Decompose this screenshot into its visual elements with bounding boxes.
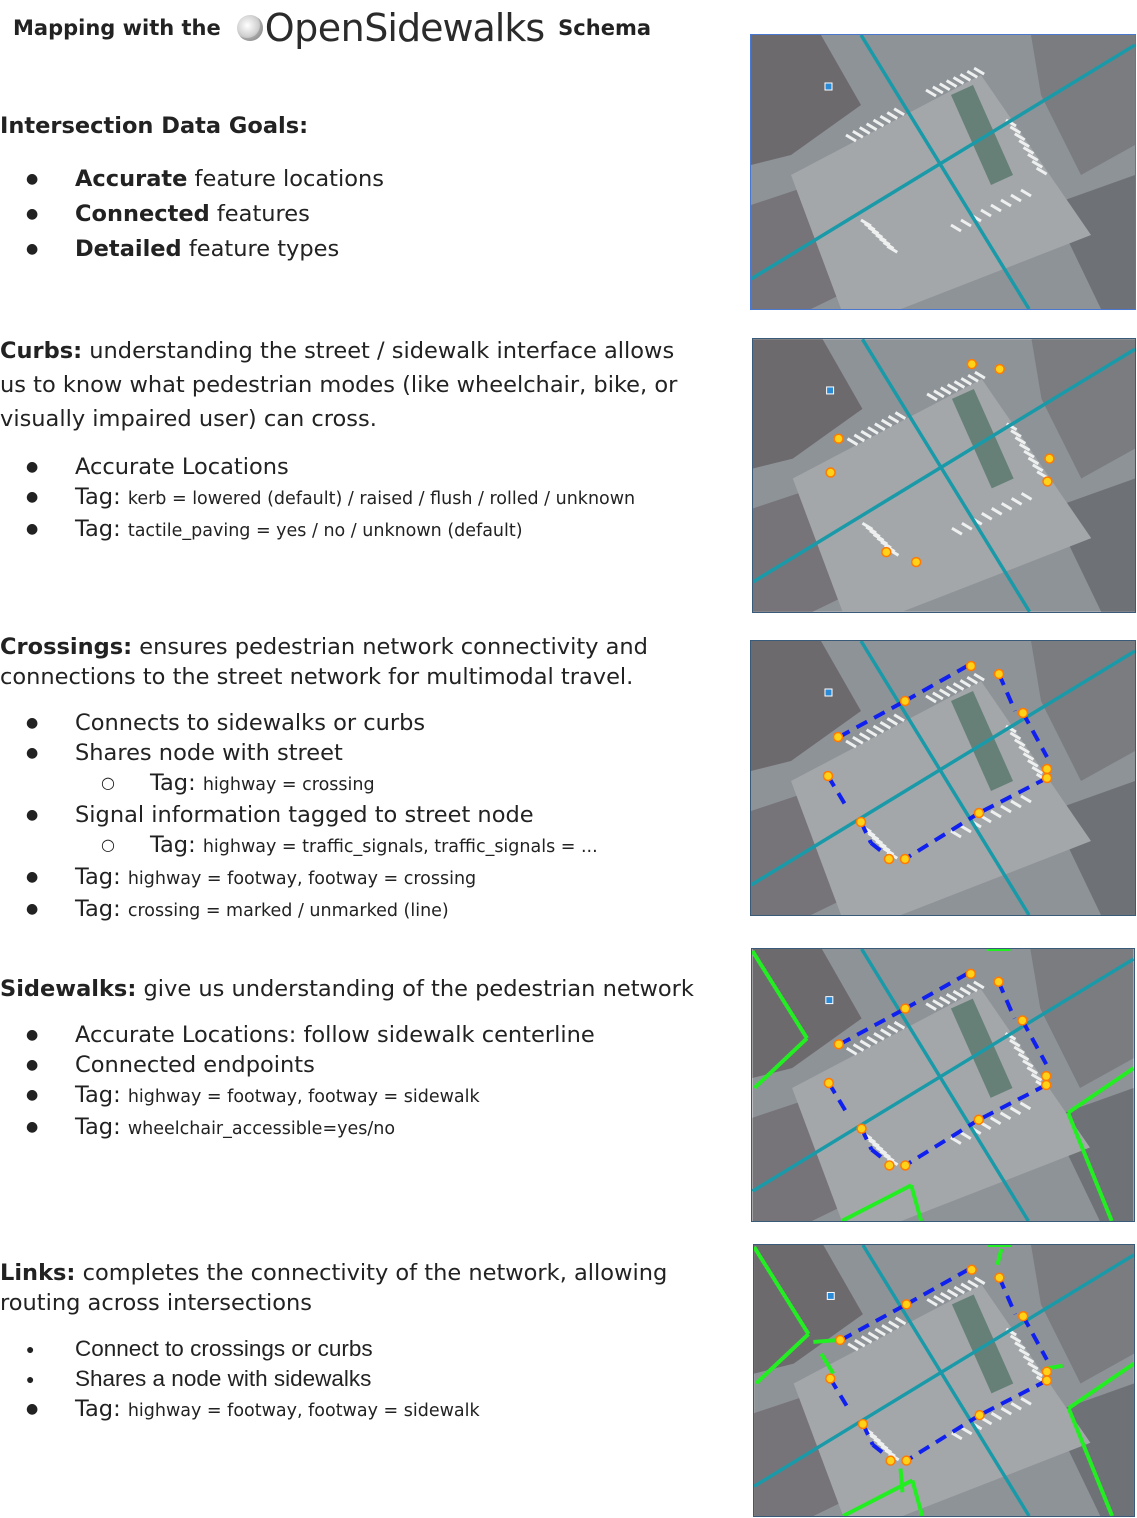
sidewalks-list xyxy=(0,1020,720,1144)
curb-node xyxy=(834,733,843,742)
curb-node xyxy=(901,1004,910,1013)
curb-node xyxy=(901,1161,910,1170)
curb-node xyxy=(1042,1072,1051,1081)
list-item: ● Shares node with street xyxy=(0,738,710,768)
crossings-list xyxy=(0,708,710,926)
curb-node xyxy=(1043,477,1052,486)
curbs-paragraph: Curbs: understanding the street / sidewalk interface allows us to know what pedestrian modes (like wheelchair, bike, or visually impaired user) can cross. xyxy=(0,338,678,432)
list-item: ● Connect to crossings or curbs xyxy=(0,1334,700,1364)
curb-node xyxy=(826,1374,835,1383)
curb-node xyxy=(834,434,843,443)
list-item: ● Tag: wheelchair_accessible=yes/no xyxy=(0,1112,720,1144)
list-item: ● Tag: highway = footway, footway = crossing xyxy=(0,862,710,894)
curb-node xyxy=(995,365,1004,374)
curb-node xyxy=(857,818,866,827)
curb-node xyxy=(834,1040,843,1049)
street-sign-marker xyxy=(827,1292,834,1299)
section-curbs xyxy=(0,334,705,546)
aerial-image-curbs xyxy=(752,338,1136,613)
list-item: ● Accurate feature locations xyxy=(0,162,720,197)
curb-node xyxy=(967,662,976,671)
curb-node xyxy=(857,1124,866,1133)
header-suffix: Schema xyxy=(558,16,651,40)
curb-node xyxy=(885,1161,894,1170)
list-item: ● Tag: highway = footway, footway = sidewalk xyxy=(0,1080,720,1112)
curb-node xyxy=(826,468,835,477)
page-header xyxy=(13,6,651,50)
section-sidewalks xyxy=(0,974,720,1144)
logo-open-text: Open xyxy=(264,6,365,50)
aerial-image-crossings xyxy=(750,640,1136,916)
logo-sidewalks-text: Sidewalks xyxy=(364,6,545,50)
link-line xyxy=(900,1469,902,1493)
curb-node xyxy=(1042,1376,1051,1385)
crossings-paragraph: Crossings: ensures pedestrian network connectivity and connections to the street network for multimodal travel. xyxy=(0,634,648,690)
curb-node xyxy=(975,809,984,818)
curb-node xyxy=(994,977,1003,986)
header-prefix: Mapping with the xyxy=(13,16,221,40)
links-list xyxy=(0,1334,700,1426)
curb-node xyxy=(967,360,976,369)
goals-heading: Intersection Data Goals: xyxy=(0,113,309,139)
aerial-image-links xyxy=(753,1244,1135,1517)
list-item: ● Accurate Locations: follow sidewalk centerline xyxy=(0,1020,720,1050)
curb-node xyxy=(1043,765,1052,774)
curb-node xyxy=(995,1273,1004,1282)
curb-node xyxy=(901,855,910,864)
list-item: ● Accurate Locations xyxy=(0,452,705,482)
list-item: ● Tag: highway = footway, footway = sidewalk xyxy=(0,1394,700,1426)
list-item: ● Tag: crossing = marked / unmarked (line) xyxy=(0,894,710,926)
curb-node xyxy=(966,969,975,978)
curb-node xyxy=(1045,454,1054,463)
section-crossings xyxy=(0,632,710,926)
curbs-list xyxy=(0,452,705,546)
list-item: ● Connected endpoints xyxy=(0,1050,720,1080)
curb-node xyxy=(886,1456,895,1465)
aerial-image-sidewalks xyxy=(751,948,1135,1222)
curb-node xyxy=(1019,1312,1028,1321)
curb-node xyxy=(1019,709,1028,718)
opensidewalks-logo xyxy=(237,6,545,50)
list-item: ● Connects to sidewalks or curbs xyxy=(0,708,710,738)
list-item: ● Detailed feature types xyxy=(0,232,720,267)
list-item: ● Signal information tagged to street node xyxy=(0,800,710,830)
curb-node xyxy=(901,697,910,706)
curb-node xyxy=(995,670,1004,679)
curb-node xyxy=(824,772,833,781)
curb-node xyxy=(836,1335,845,1344)
aerial-image-goals xyxy=(750,34,1136,310)
curb-node xyxy=(885,855,894,864)
curb-node xyxy=(902,1300,911,1309)
curb-node xyxy=(824,1079,833,1088)
list-subitem: ○ Tag: highway = traffic_signals, traffic_signals = ... xyxy=(0,830,710,862)
list-item: ● Connected features xyxy=(0,197,720,232)
section-goals xyxy=(0,111,720,267)
curb-node xyxy=(1018,1016,1027,1025)
curb-node xyxy=(974,1115,983,1124)
list-subitem: ○ Tag: highway = crossing xyxy=(0,768,710,800)
curb-node xyxy=(858,1420,867,1429)
curb-node xyxy=(1043,774,1052,783)
street-sign-marker xyxy=(825,689,832,696)
links-paragraph: Links: completes the connectivity of the network, allowing routing across intersections xyxy=(0,1260,668,1316)
section-links xyxy=(0,1258,700,1426)
curb-node xyxy=(912,558,921,567)
street-sign-marker xyxy=(827,387,834,394)
curb-node xyxy=(1042,1367,1051,1376)
sidewalks-paragraph: Sidewalks: give us understanding of the pedestrian network xyxy=(0,976,694,1002)
list-item: ● Tag: tactile_paving = yes / no / unknown (default) xyxy=(0,514,705,546)
curb-node xyxy=(882,548,891,557)
curb-node xyxy=(902,1456,911,1465)
goals-list xyxy=(0,162,720,267)
curb-node xyxy=(967,1265,976,1274)
globe-icon xyxy=(237,15,263,41)
curb-node xyxy=(1042,1081,1051,1090)
curb-node xyxy=(975,1411,984,1420)
street-sign-marker xyxy=(825,83,832,90)
list-item: ● Shares a node with sidewalks xyxy=(0,1364,700,1394)
list-item: ● Tag: kerb = lowered (default) / raised / flush / rolled / unknown xyxy=(0,482,705,514)
street-sign-marker xyxy=(826,997,833,1004)
